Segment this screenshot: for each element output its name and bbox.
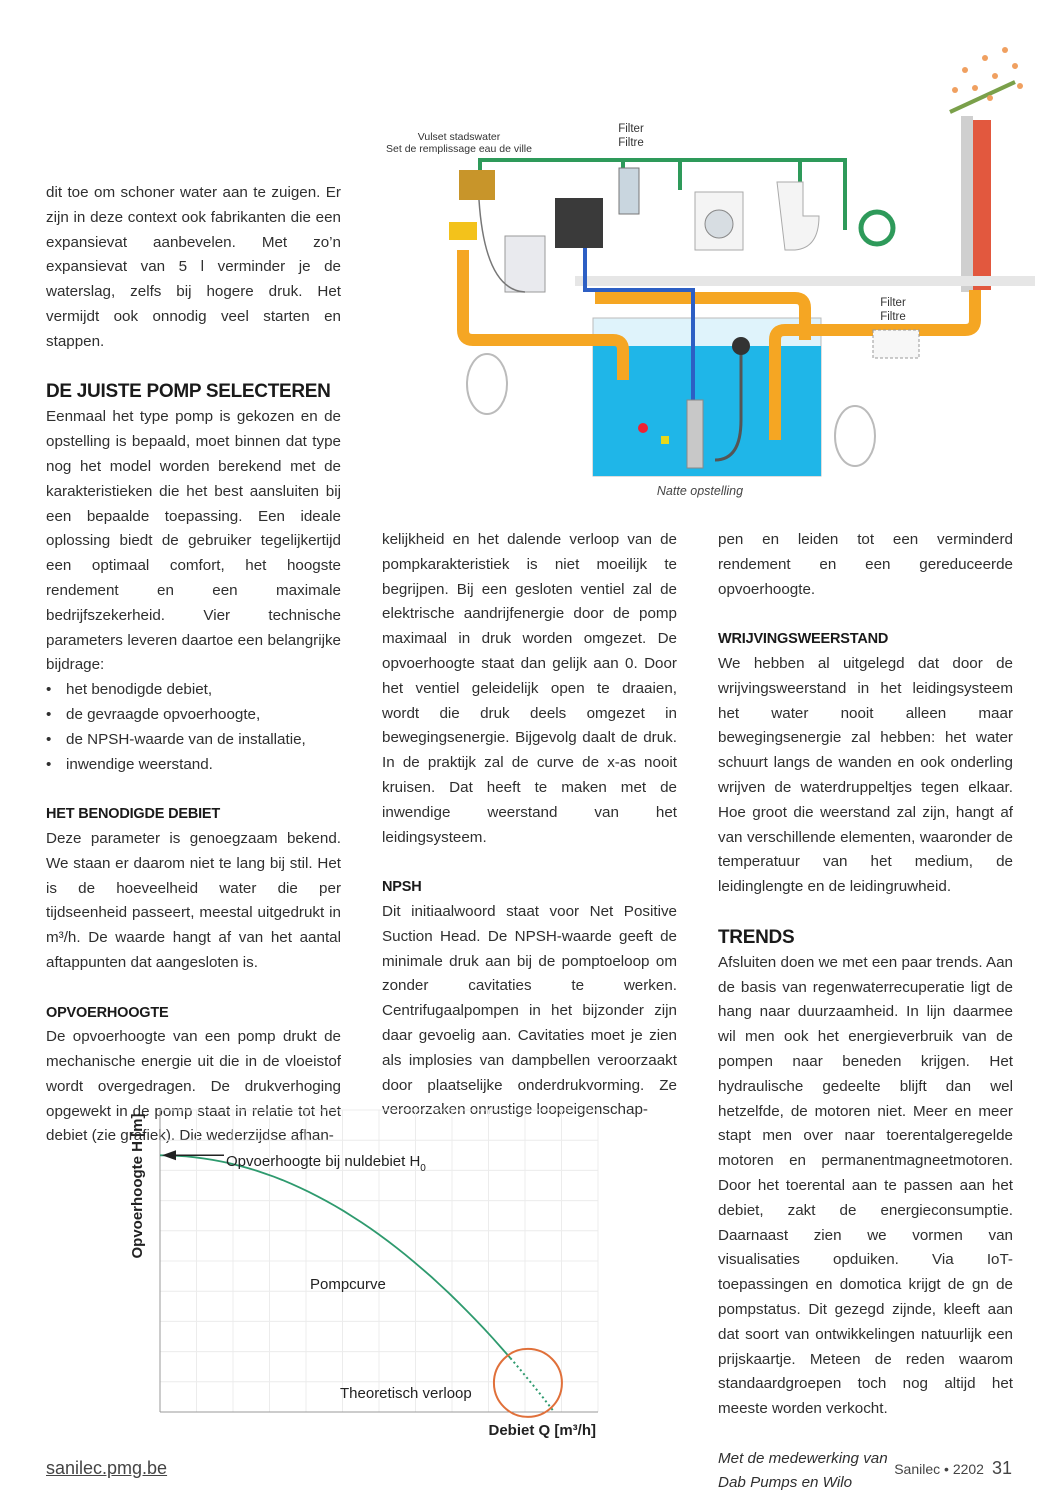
credit-line-1: Met de medewerking van	[718, 1449, 888, 1467]
downpipe	[961, 116, 973, 292]
funnel	[449, 222, 477, 240]
column-3	[718, 528, 1013, 1496]
drain-right	[835, 406, 875, 466]
x-axis-label-unit: [m³/h]	[554, 1422, 596, 1439]
label-filter-2: Filter	[880, 297, 906, 309]
label-filter-1: Filter	[618, 123, 644, 135]
installation-diagram	[375, 40, 1035, 480]
red-marker	[638, 423, 648, 433]
parameter-list	[46, 678, 341, 777]
toilet	[777, 182, 819, 250]
x-axis-label	[488, 1422, 596, 1439]
pressure-float	[732, 337, 750, 355]
list-item: • de NPSH-waarde van de installatie,	[46, 728, 341, 753]
list-item: • inwendige weerstand.	[46, 753, 341, 778]
hose-reel	[861, 212, 893, 244]
intro-paragraph: dit toe om schoner water aan te zuigen. Er zijn in deze context ook fabrikanten die een expansievat aanbevelen. Met zo’n expansievat van 5 l verminder je de waterslag, zelfs bij hogere druk. Het vermijdt ook onnodig veel starten en stappen.	[46, 184, 341, 350]
washer-door	[705, 210, 733, 238]
ground-line	[575, 276, 1035, 286]
theoretical-zone-circle	[494, 1349, 562, 1417]
paragraph-opvoerhoogte: De opvoerhoogte van een pomp drukt de mechanische energie uit die in de vloeistof wordt overgedragen. De drukverhoging opgewekt in de pomp staat in relatie tot het debiet (zie grafiek). Die wederzijdse afhan-	[46, 1028, 341, 1145]
filling-set	[459, 170, 495, 200]
y-axis-label: Opvoerhoogte H [m]	[129, 1113, 146, 1259]
footer-website-link[interactable]: sanilec.pmg.be	[46, 1458, 168, 1478]
column-2	[382, 528, 677, 1123]
label-remplissage: Set de remplissage eau de ville	[386, 143, 532, 155]
roof-edge	[950, 82, 1015, 112]
heading-pomp-selecteren: DE JUISTE POMP SELECTEREN	[46, 381, 331, 403]
annotation-pompcurve: Pompcurve	[310, 1276, 386, 1293]
drain-left	[467, 354, 507, 414]
submersible-pump	[687, 400, 703, 468]
paragraph-wrijving: We hebben al uitgelegd dat door de wrijvingsweerstand in het leidingsysteem het water nooit alleen maar bewegingsenergie zal hebben: het water schuurt langs de wanden en ook onderling wrijven de waterdruppeltjes tegen elkaar. Hoe groot die weerstand zal zijn, hangt af van verschillende elementen, waaronder de temperatuur van het medium, de leidinglengte en de leidingruwheid.	[718, 654, 1013, 896]
credit-line-2: Dab Pumps en Wilo	[718, 1474, 853, 1492]
annotation-h0-sub: 0	[420, 1163, 426, 1174]
list-item: • het benodigde debiet,	[46, 678, 341, 703]
annotation-theoretisch: Theoretisch verloop	[340, 1385, 472, 1402]
label-vulset: Vulset stadswater	[417, 131, 501, 143]
control-box	[505, 236, 545, 292]
theoretical-curve-line	[510, 1358, 554, 1412]
paragraph-trends: Afsluiten doen we met een paar trends. Aan de basis van regenwaterrecuperatie ligt de hang naar duurzaamheid. In lijn daarmee wil men ook het energieverbruik van de pompen naar beneden krijgen. Het hydraulische gedeelte blijft dan wel hetzelfde, de motoren niet. Meer en meer stapt men over naar toerentalgeregelde motoren en permanentmagneetmotoren. Door het toerental aan te passen aan het debiet, zakt de energieconsumptie. Daarnaast zien we vormen van visualisaties opduiken. Via IoT-toepassingen en domotica krijgt de gn de pompstatus. Dit gezegd zijnde, kleeft aan dat soort van ontwikkelingen natuurlijk een prijskaartje. Meteen de reden waarom standaardgroepen toch nog altijd het meeste worden verkocht.	[718, 953, 1013, 1418]
heading-trends: TRENDS	[718, 926, 795, 948]
filter-housing	[619, 168, 639, 214]
list-item: • de gevraagde opvoerhoogte,	[46, 703, 341, 728]
heading-wrijvingsweerstand: WRIJVINGSWEERSTAND	[718, 631, 889, 648]
footer-issue	[894, 1458, 1012, 1479]
ground-filter	[873, 330, 919, 358]
pump-curve-chart	[120, 1100, 610, 1445]
heading-opvoerhoogte: OPVOERHOOGTE	[46, 1004, 169, 1021]
issue-label: Sanilec • 2202	[894, 1461, 984, 1477]
pump-curve-line	[160, 1155, 510, 1358]
label-filtre-1: Filtre	[618, 137, 644, 149]
paragraph-rendement: pen en leiden tot een verminderd rendement en een gereduceerde opvoerhoogte.	[718, 531, 1013, 598]
paragraph-debiet: Deze parameter is genoegzaam bekend. We staan er daarom niet te lang bij stil. Het is de hoeveelheid water die per tijdseenheid passeert, meestal uitgedrukt in m³/h. De waarde hangt af van het aantal aftappunten dat aangesloten is.	[46, 829, 341, 971]
heading-npsh: NPSH	[382, 879, 422, 896]
x-axis-label-main: Debiet Q	[488, 1422, 555, 1439]
booster-pump	[555, 198, 603, 248]
paragraph-pomp: Eenmaal het type pomp is gekozen en de opstelling is bepaald, moet binnen dat type nog het model worden berekend met de karakteristieken die het best aansluiten bij een bepaalde toepassing. Een ideale oplossing biedt de gebruiker tegelijkertijd een optimaal comfort, het hoogste rendement en een maximale bedrijfszekerheid. Vier technische parameters leveren daartoe een belangrijke bijdrage:	[46, 408, 341, 674]
annotation-h0-text: Opvoerhoogte bij nuldebiet H	[226, 1153, 421, 1170]
label-filtre-2: Filtre	[880, 311, 906, 323]
paragraph-npsh: Dit initiaalwoord staat voor Net Positive Suction Head. De NPSH-waarde geeft de minimale druk aan bij de pomptoeloop om zonder cavitaties te werken. Centrifugaalpompen in het bijzonder zijn daar gevoelig aan. Cavitaties moet je zien als implosies van dampbellen veroorzaakt door plaatselijke onderdrukvorming. Ze veroorzaken onrustige loopeigenschap-	[382, 902, 677, 1119]
yellow-marker	[661, 436, 669, 444]
diagram-caption: Natte opstelling	[656, 484, 744, 498]
column-1	[46, 181, 341, 1149]
h0-arrow-head	[162, 1150, 176, 1160]
heading-debiet: HET BENODIGDE DEBIET	[46, 806, 221, 823]
page-number: 31	[991, 1458, 1012, 1478]
paragraph-afhankelijkheid: kelijkheid en het dalende verloop van de pompkarakteristiek is niet moeilijk te begrijpen. Bij een gesloten ventiel zal de elektrische aandrijfenergie door de pomp maximaal in druk worden omgezet. De opvoerhoogte staat dan gelijk aan 0. Door het ventiel geleidelijk open te draaien, wordt die druk deels omgezet in bewegingsenergie. Bijgevolg daalt de druk. In de praktijk zal de curve de x-as nooit kruisen. Dat heeft te maken met de inwendige weerstand van het leidingsysteem.	[382, 531, 677, 846]
